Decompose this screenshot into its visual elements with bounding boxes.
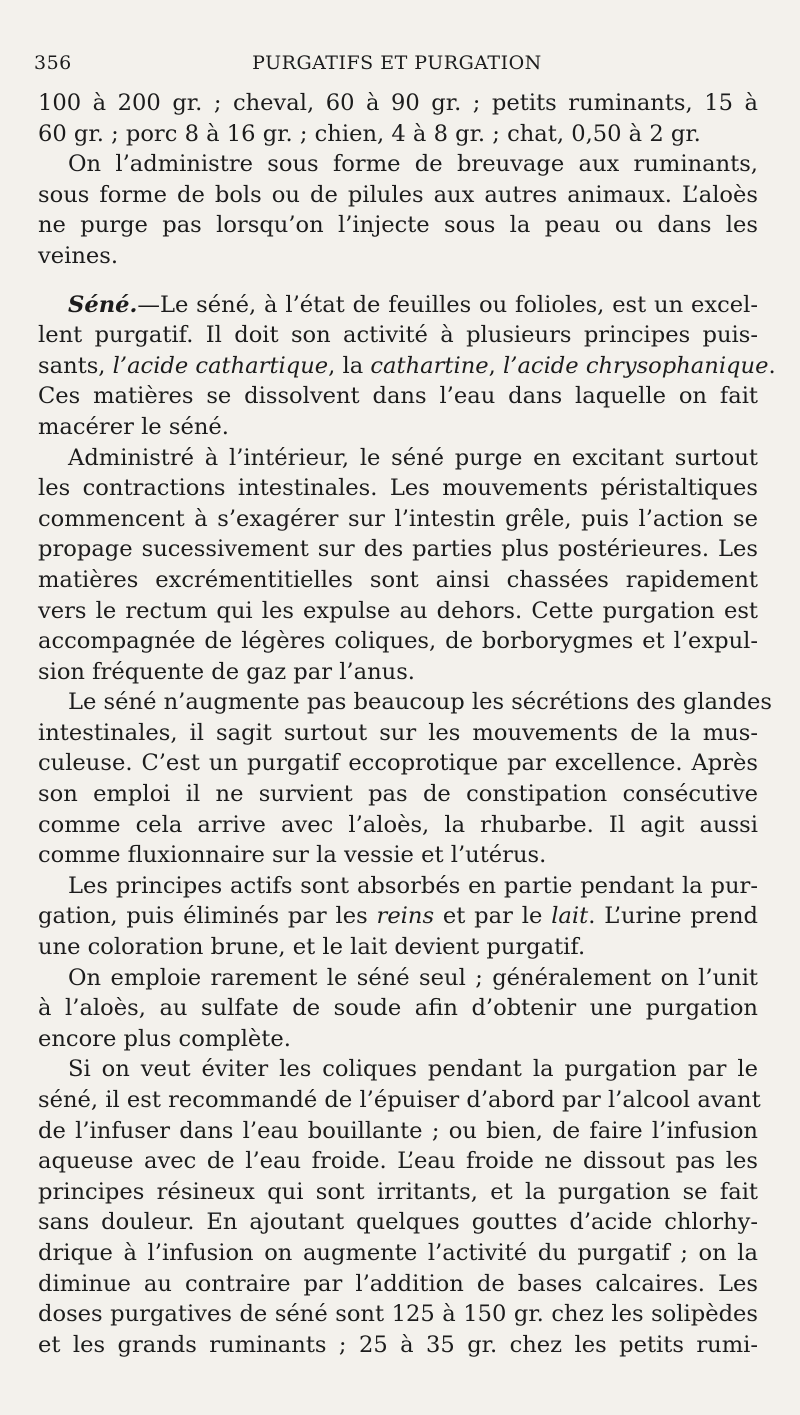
text-line xyxy=(38,290,758,321)
text-fragment: , la xyxy=(328,352,371,379)
text-line: drique à l’infusion on augmente l’activité du purgatif ; on la xyxy=(38,1239,758,1266)
text-fragment: et par le xyxy=(434,903,552,930)
text-fragment: gation, puis éliminés par les xyxy=(38,903,377,930)
text-line: 60 gr. ; porc 8 à 16 gr. ; chien, 4 à 8 gr. ; chat, 0,50 à 2 gr. xyxy=(38,120,701,147)
text-line: encore plus complète. xyxy=(38,1025,291,1052)
text-line: vers le rectum qui les expulse au dehors. Cette purgation est xyxy=(38,597,758,624)
text-fragment: sants, xyxy=(38,352,113,379)
text-line: sans douleur. En ajoutant quelques gouttes d’acide chlorhy- xyxy=(38,1209,758,1236)
text-line: Si on veut éviter les coliques pendant la purgation par le xyxy=(68,1056,758,1083)
text-line: macérer le séné. xyxy=(38,413,229,440)
italic-term: reins xyxy=(376,903,435,930)
text-line: doses purgatives de séné sont 125 à 150 gr. chez les solipèdes xyxy=(38,1301,758,1328)
text-line: intestinales, il sagit surtout sur les mouvements de la mus- xyxy=(38,719,758,746)
text-line: séné, il est recommandé de l’épuiser d’abord par l’alcool avant xyxy=(38,1087,761,1113)
text-fragment: . xyxy=(768,352,776,379)
text-line: sous forme de bols ou de pilules aux autres animaux. L’aloès xyxy=(38,181,758,208)
text-line: son emploi il ne survient pas de constipation consécutive xyxy=(38,781,758,808)
text-line: une coloration brune, et le lait devient purgatif. xyxy=(38,934,586,961)
text-line: principes résineux qui sont irritants, et la purgation se fait xyxy=(38,1178,758,1205)
text-line: On l’administre sous forme de breuvage aux ruminants, xyxy=(68,151,758,178)
text-line: propage sucessivement sur des parties plus postérieures. Les xyxy=(38,536,758,563)
text-line xyxy=(38,901,758,932)
running-title: PURGATIFS ET PURGATION xyxy=(252,52,542,74)
text-line: Administré à l’intérieur, le séné purge en excitant surtout xyxy=(68,444,758,471)
text-line: et les grands ruminants ; 25 à 35 gr. chez les petits rumi- xyxy=(38,1331,758,1358)
text-line: sion fréquente de gaz par l’anus. xyxy=(38,658,415,685)
italic-term: cathartine xyxy=(370,352,489,379)
text-fragment: —Le séné, à l’état de feuilles ou folioles, est un excel- xyxy=(137,291,758,318)
page-header xyxy=(34,52,760,82)
text-line: comme fluxionnaire sur la vessie et l’utérus. xyxy=(38,842,547,869)
section-heading: Séné. xyxy=(68,291,138,318)
text-line: On emploie rarement le séné seul ; généralement on l’unit xyxy=(68,964,758,991)
text-line: commencent à s’exagérer sur l’intestin grêle, puis l’action se xyxy=(38,505,758,532)
text-line: culeuse. C’est un purgatif eccoprotique par excellence. Après xyxy=(38,750,758,777)
text-line: aqueuse avec de l’eau froide. L’eau froide ne dissout pas les xyxy=(38,1148,758,1175)
text-line: matières excrémentitielles sont ainsi chassées rapidement xyxy=(38,566,758,593)
italic-term: l’acide chrysophanique xyxy=(503,352,769,379)
text-line: 100 à 200 gr. ; cheval, 60 à 90 gr. ; petits ruminants, 15 à xyxy=(38,90,758,116)
text-line xyxy=(38,351,776,382)
text-fragment: , xyxy=(488,352,504,379)
section-gap xyxy=(38,272,758,290)
text-line: ne purge pas lorsqu’on l’injecte sous la peau ou dans les xyxy=(38,212,758,239)
text-line: Le séné n’augmente pas beaucoup les sécrétions des glandes xyxy=(68,689,772,716)
body-text xyxy=(38,88,776,1360)
text-line: de l’infuser dans l’eau bouillante ; ou bien, de faire l’infusion xyxy=(38,1117,758,1144)
text-line: à l’aloès, au sulfate de soude afin d’obtenir une purgation xyxy=(38,995,758,1022)
italic-term: l’acide cathartique xyxy=(112,352,329,379)
text-line: lent purgatif. Il doit son activité à plusieurs principes puis- xyxy=(38,322,758,349)
text-line: veines. xyxy=(38,242,119,269)
text-line: Ces matières se dissolvent dans l’eau dans laquelle on fait xyxy=(38,383,758,410)
text-line: accompagnée de légères coliques, de borborygmes et l’expul- xyxy=(38,628,758,655)
text-line: les contractions intestinales. Les mouvements péristaltiques xyxy=(38,475,758,502)
text-fragment: . L’urine prend xyxy=(588,903,758,930)
text-line: Les principes actifs sont absorbés en partie pendant la pur- xyxy=(68,872,758,899)
italic-term: lait xyxy=(551,903,589,930)
page-number: 356 xyxy=(34,52,72,74)
text-line: diminue au contraire par l’addition de bases calcaires. Les xyxy=(38,1270,758,1297)
text-line: comme cela arrive avec l’aloès, la rhubarbe. Il agit aussi xyxy=(38,811,758,838)
